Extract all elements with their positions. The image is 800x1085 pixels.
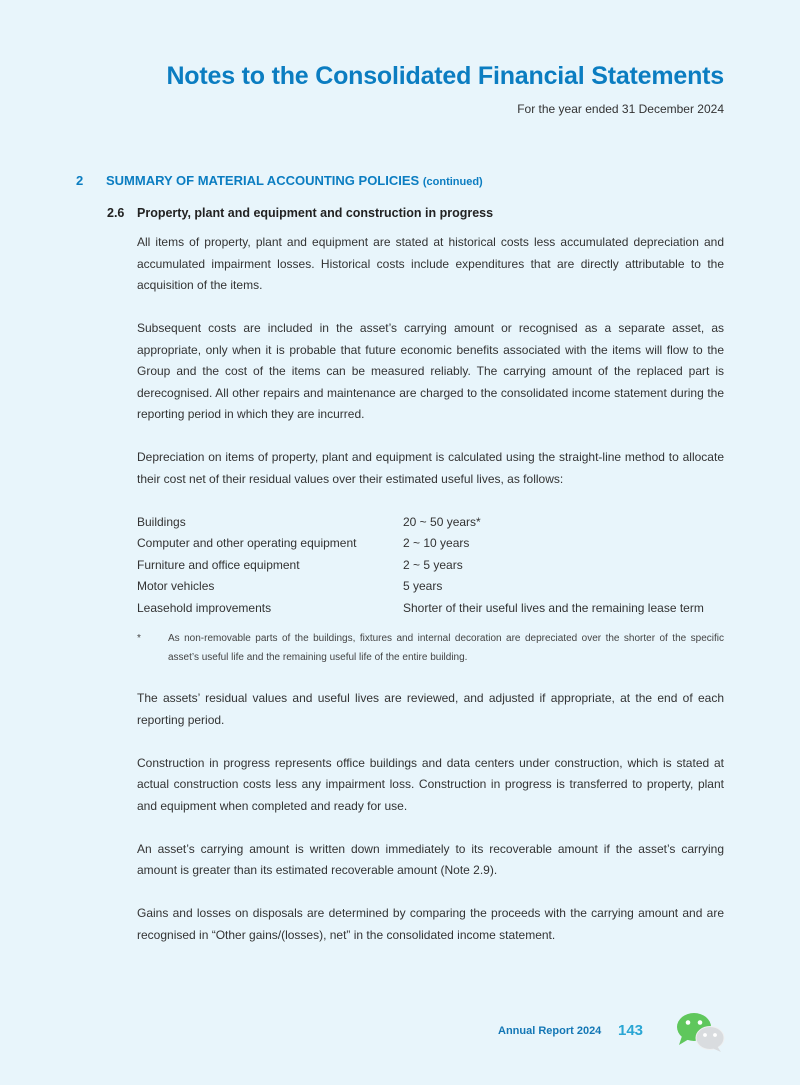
paragraph-recoverable-amount: An asset’s carrying amount is written down immediately to its recoverable amount if the asset’s carrying amount is greater than its estimated recoverable amount (Note 2.9).: [137, 841, 724, 877]
asset-class-cell: Furniture and office equipment: [137, 557, 300, 572]
asset-class-cell: Buildings: [137, 514, 186, 529]
subsection-title: Property, plant and equipment and construction in progress: [137, 206, 494, 220]
policy-body: [137, 232, 724, 968]
page-number: 143: [618, 1022, 644, 1039]
footnote: [137, 629, 724, 667]
useful-life-cell: 2 ~ 10 years: [403, 536, 470, 550]
paragraph-depreciation-method: Depreciation on items of property, plant and equipment is calculated using the straight-line method to allocate their cost net of their residual values over their estimated useful lives, as follows:: [137, 450, 724, 486]
section-heading: [76, 173, 483, 188]
wechat-logo-icon: [672, 1008, 728, 1054]
asset-class-cell: Computer and other operating equipment: [137, 536, 357, 550]
asset-class-cell: Leasehold improvements: [137, 600, 272, 615]
page-subtitle: For the year ended 31 December 2024: [517, 102, 724, 116]
paragraph-construction-in-progress: Construction in progress represents office buildings and data centers under construction, which is stated at actual construction costs less any impairment loss. Construction in progress is transferred to property, plant and equipment when completed and ready for use.: [137, 755, 724, 813]
useful-life-cell: Shorter of their useful lives and the remaining lease term: [403, 600, 704, 615]
useful-life-cell: 5 years: [403, 579, 443, 593]
section-continued-label: (continued): [422, 176, 483, 188]
paragraph-disposals: Gains and losses on disposals are determined by comparing the proceeds with the carrying amount and are recognised in “Other gains/(losses), net” in the consolidated income statement.: [137, 906, 724, 942]
footnote-text: As non-removable parts of the buildings, fixtures and internal decoration are depreciated over the shorter of the specific asset’s useful life and the remaining useful life of the entire building.: [168, 633, 724, 663]
page-title: Notes to the Consolidated Financial Statements: [166, 62, 724, 90]
table-row: [137, 576, 704, 598]
subsection-number: 2.6: [107, 206, 125, 220]
useful-life-cell: 20 ~ 50 years*: [403, 514, 481, 529]
paragraph-subsequent-costs: Subsequent costs are included in the asset’s carrying amount or recognised as a separate asset, as appropriate, only when it is probable that future economic benefits associated with the items will flow to the Group and the cost of the items can be measured reliably. The carrying amount of the replaced part is derecognised. All other repairs and maintenance are charged to the consolidated income statement during the reporting period in which they are incurred.: [137, 321, 724, 421]
section-number: 2: [76, 173, 84, 188]
footer-report-label: Annual Report 2024: [498, 1025, 602, 1037]
useful-lives-table: [137, 512, 704, 620]
subsection-heading: [107, 206, 493, 220]
footnote-mark: *: [137, 633, 141, 644]
table-row: [137, 598, 704, 620]
paragraph-historical-cost: All items of property, plant and equipment are stated at historical costs less accumulated depreciation and accumulated impairment losses. Historical costs include expenditures that are directly attributable to the acquisition of the items.: [137, 235, 724, 292]
asset-class-cell: Motor vehicles: [137, 579, 215, 593]
section-title: SUMMARY OF MATERIAL ACCOUNTING POLICIES: [106, 173, 420, 188]
paragraph-residual-values: The assets’ residual values and useful lives are reviewed, and adjusted if appropriate, at the end of each reporting period.: [137, 691, 724, 727]
table-row: [137, 512, 704, 534]
useful-life-cell: 2 ~ 5 years: [403, 557, 463, 572]
table-row: [137, 533, 704, 555]
table-row: [137, 555, 704, 577]
